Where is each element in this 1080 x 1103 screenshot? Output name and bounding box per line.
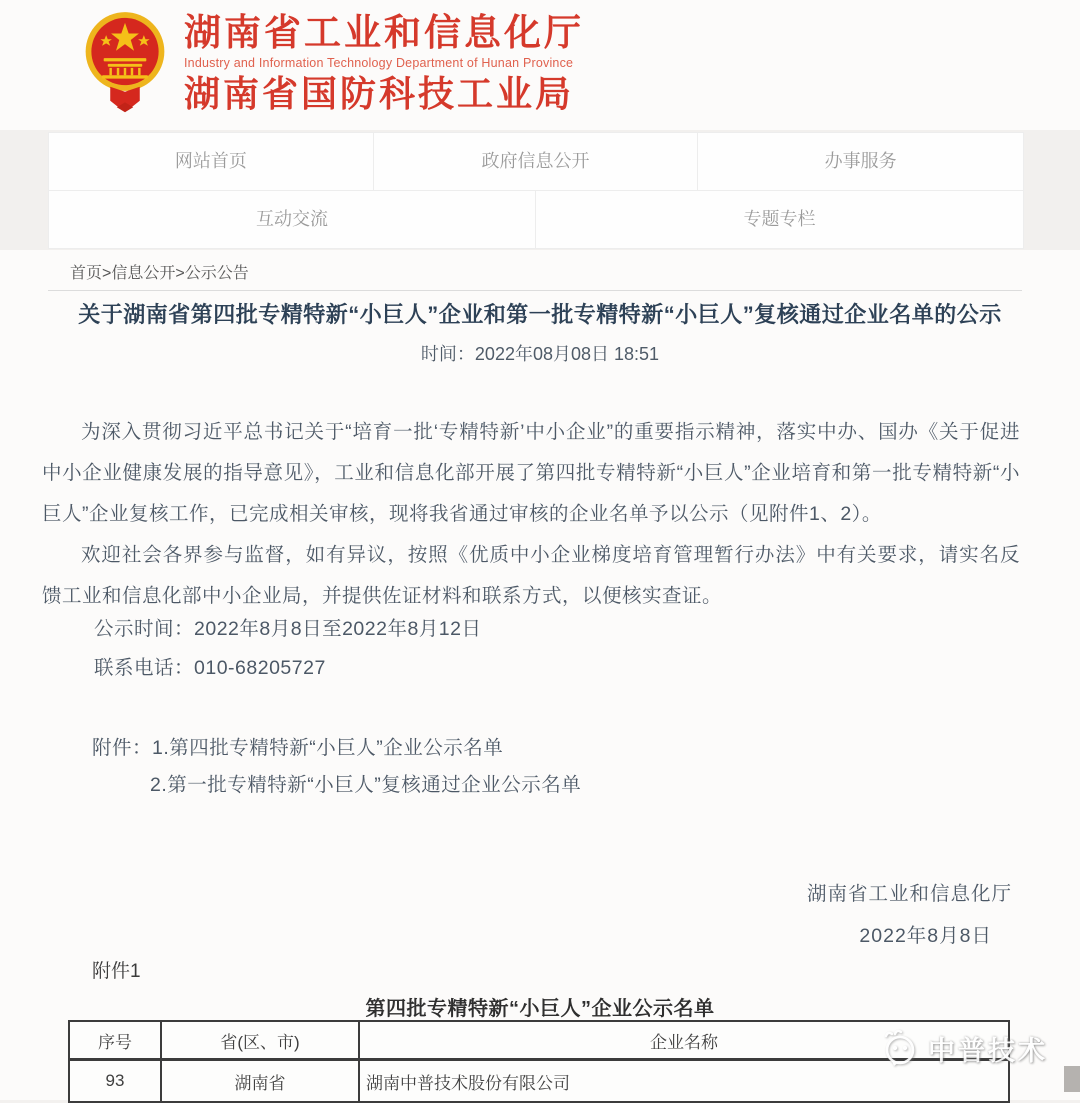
- org-title-block: [184, 12, 584, 115]
- nav-strip: [0, 130, 1080, 250]
- col-header-province: 省(区、市): [161, 1021, 359, 1060]
- cell-province: 湖南省: [161, 1060, 359, 1103]
- page-title: 关于湖南省第四批专精特新“小巨人”企业和第一批专精特新“小巨人”复核通过企业名单的公示: [78, 302, 1002, 327]
- annex-table: [68, 1020, 1010, 1103]
- attachments-label: 附件：: [92, 737, 153, 759]
- national-emblem-icon: [84, 8, 166, 118]
- nav-row-1: [49, 133, 1023, 191]
- signature-org: 湖南省工业和信息化厅: [806, 883, 1012, 905]
- body-paragraph-1: 为深入贯彻习近平总书记关于“培育一批‘专精特新’中小企业”的重要指示精神，落实中办、国办《关于促进中小企业健康发展的指导意见》，工业和信息化部开展了第四批专精特新“小巨人”企业培育和第一批专精特新“小巨人”企业复核工作，已完成相关审核，现将我省通过审核的企业名单予以公示（见附件1、2）。: [42, 421, 1020, 525]
- table-row: [69, 1060, 1009, 1103]
- signature-date: 2022年8月8日: [859, 925, 992, 947]
- contact-phone: 联系电话：010-68205727: [94, 657, 326, 679]
- publicity-period: 公示时间：2022年8月8日至2022年8月12日: [94, 618, 482, 640]
- breadcrumb-divider: [48, 290, 1022, 291]
- org-name-cn-2: 湖南省国防科技工业局: [184, 73, 575, 114]
- attachment-item-2: 2.第一批专精特新“小巨人”复核通过企业公示名单: [150, 774, 582, 796]
- attachments-line-1: [92, 732, 503, 760]
- attachment-item-1: 1.第四批专精特新“小巨人”企业公示名单: [152, 737, 504, 759]
- nav-item-home[interactable]: 网站首页: [49, 133, 374, 191]
- gray-corner-block: [1064, 1066, 1080, 1092]
- nav-row-2: [49, 191, 1023, 248]
- main-nav: [48, 132, 1024, 249]
- annex-table-title: 第四批专精特新“小巨人”企业公示名单: [365, 998, 715, 1020]
- annex-label: 附件1: [92, 961, 141, 982]
- document-area: [0, 250, 1080, 1100]
- org-name-cn-1: 湖南省工业和信息化厅: [184, 12, 584, 53]
- table-header-row: [69, 1021, 1009, 1060]
- nav-item-gov-info[interactable]: 政府信息公开: [374, 133, 699, 191]
- nav-item-services[interactable]: 办事服务: [698, 133, 1023, 191]
- publish-time: 时间：2022年08月08日 18:51: [420, 344, 660, 364]
- nav-item-interaction[interactable]: 互动交流: [49, 191, 536, 248]
- body-paragraph-2: 欢迎社会各界参与监督，如有异议，按照《优质中小企业梯度培育管理暂行办法》中有关要求，请实名反馈工业和信息化部中小企业局，并提供佐证材料和联系方式，以便核实查证。: [42, 544, 1020, 607]
- cell-company: 湖南中普技术股份有限公司: [359, 1060, 1009, 1103]
- watermark-text: 中普技术: [928, 1035, 1048, 1066]
- cell-index: 93: [69, 1060, 161, 1103]
- org-name-en: Industry and Information Technology Department of Hunan Province: [184, 56, 574, 70]
- breadcrumb[interactable]: 首页>信息公开>公示公告: [70, 265, 249, 282]
- nav-item-special-topics[interactable]: 专题专栏: [743, 209, 816, 229]
- col-header-company: 企业名称: [359, 1021, 1009, 1060]
- col-header-index: 序号: [69, 1021, 161, 1060]
- site-header: [0, 0, 1080, 130]
